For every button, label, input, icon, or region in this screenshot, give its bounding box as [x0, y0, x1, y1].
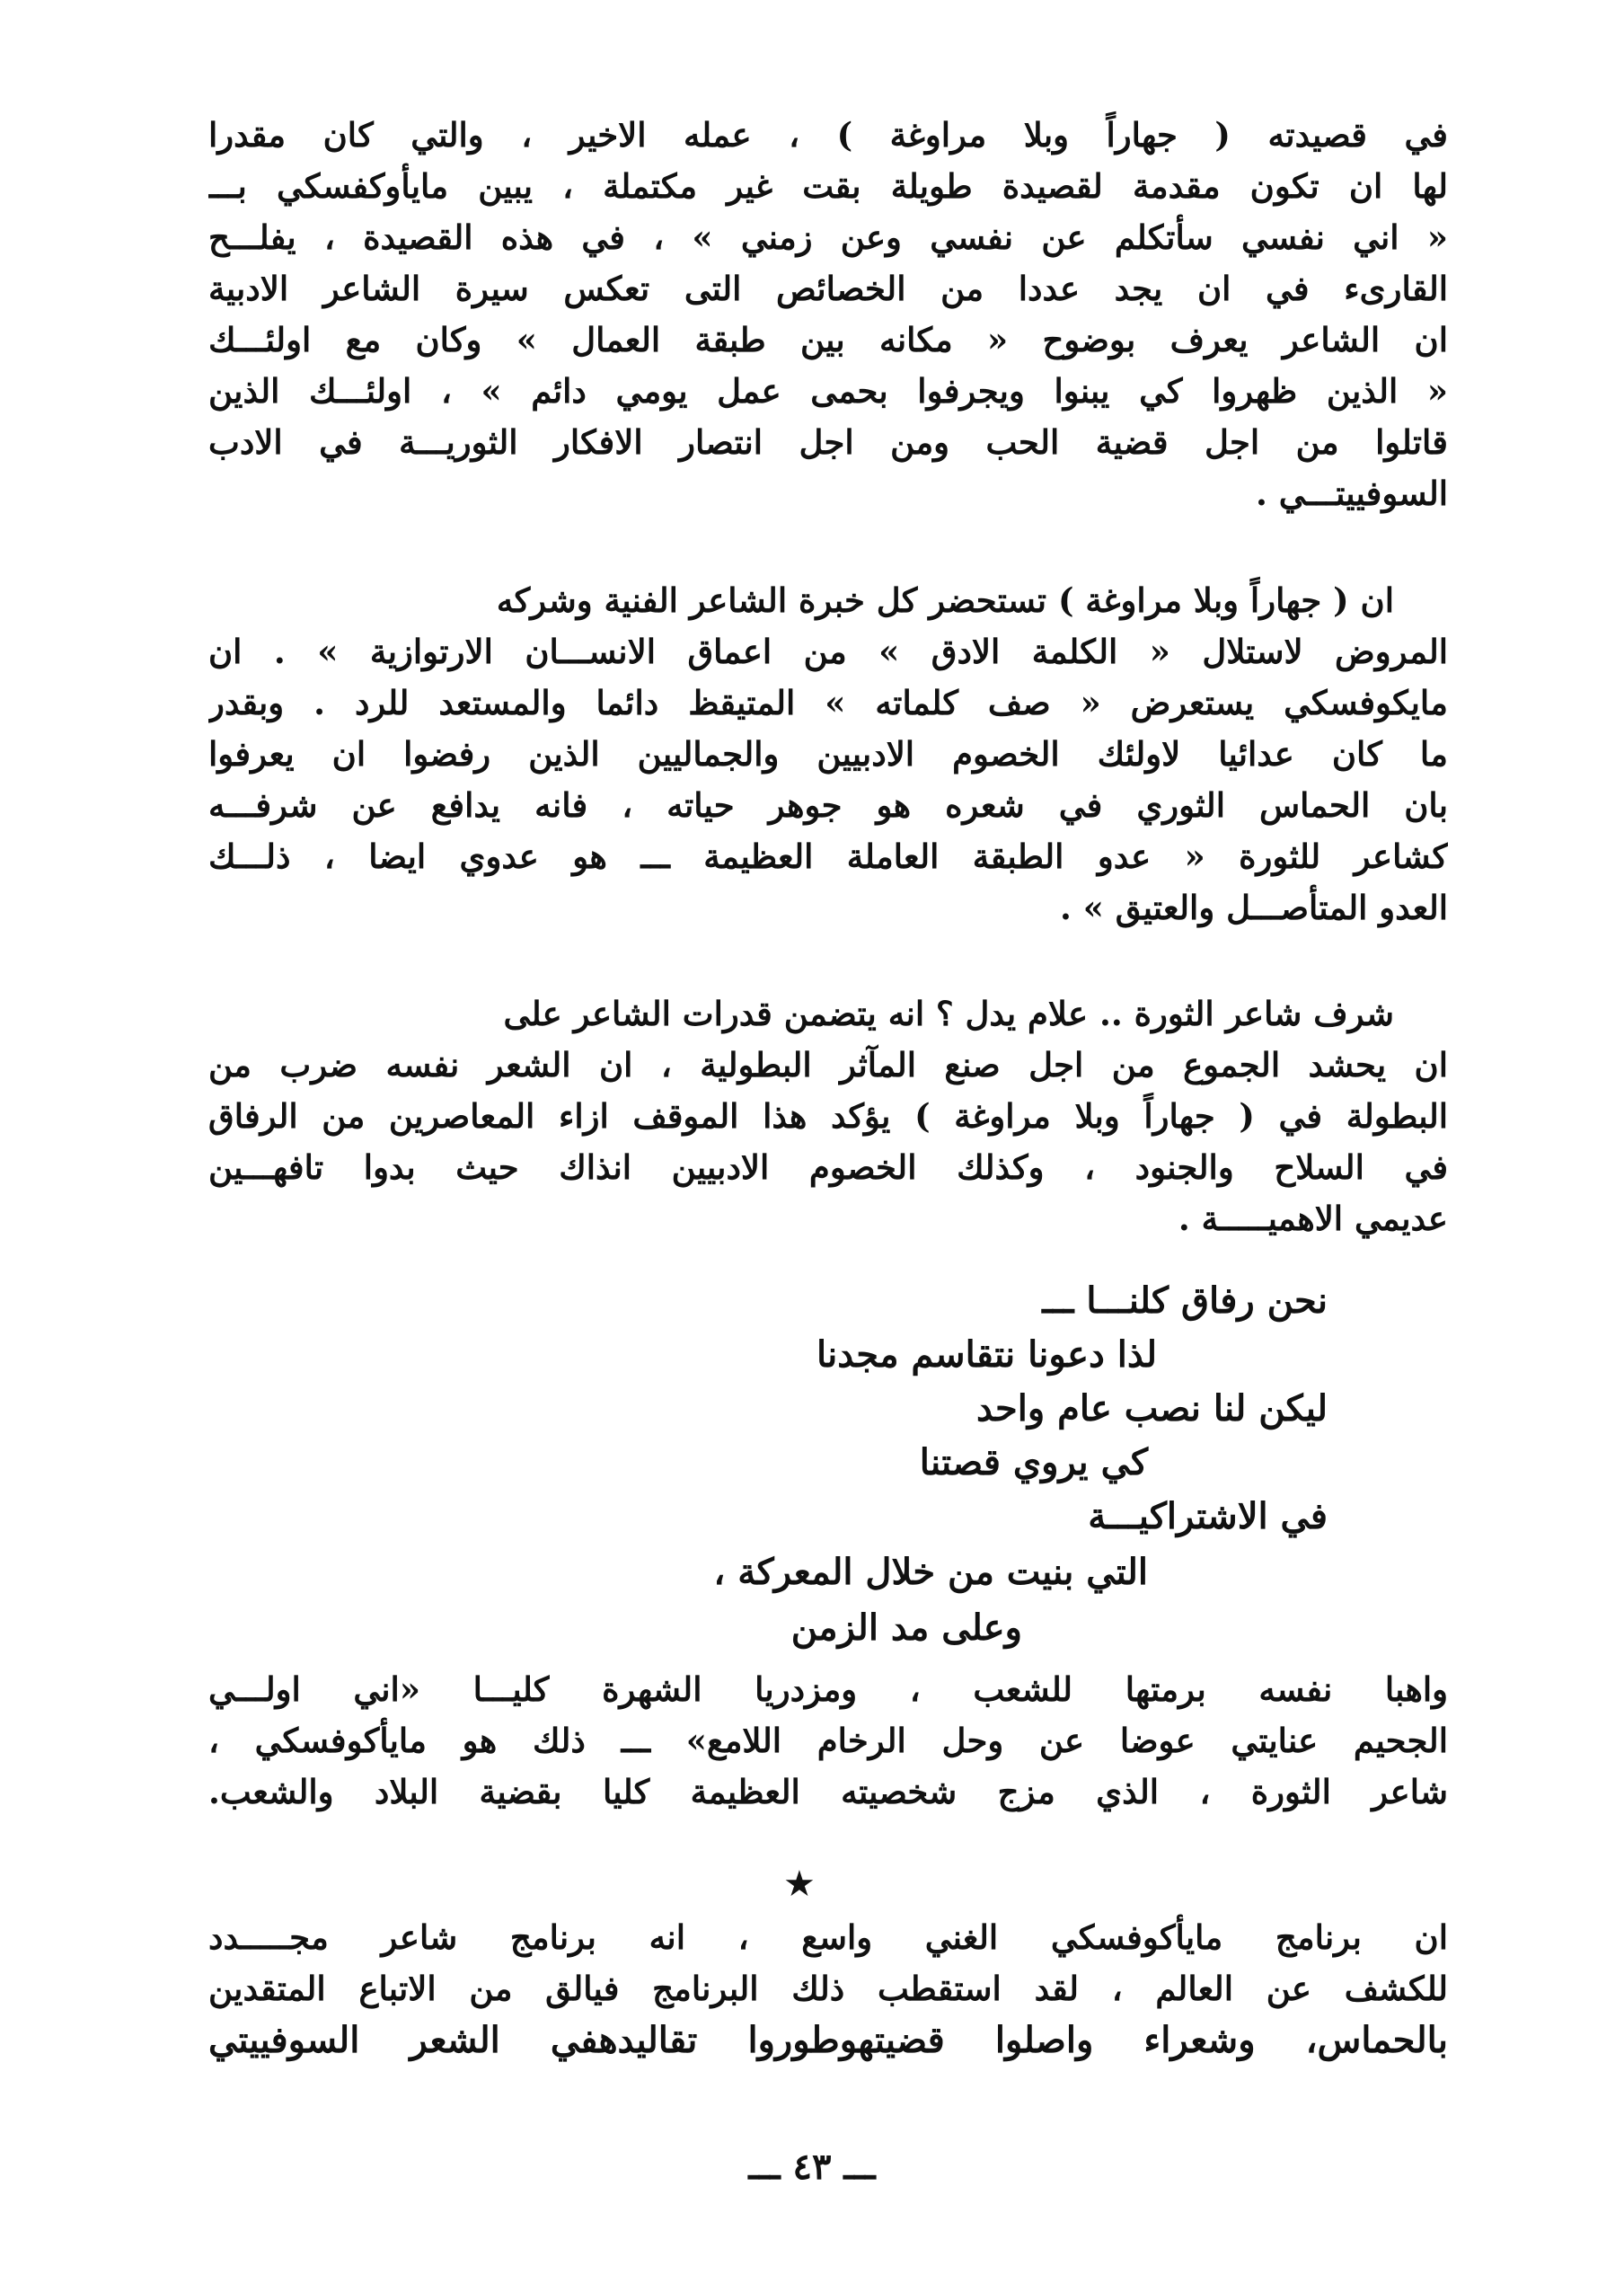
- paragraph-3: [208, 988, 1448, 1244]
- text-line: ان برنامج مايأكوفسكي الغني واسع ، انه برنامج شاعر مجـــــدد: [208, 1917, 1448, 1957]
- text-line: بالحماس، وشعراء واصلوا قضيتهوطوروا تقاليدهفي الشعر السوفييتي: [208, 2019, 1448, 2061]
- text-line: قاتلوا من اجل قضية الحب ومن اجل انتصار الافكار الثوريـــة في الادب: [208, 422, 1448, 462]
- text-line: ان الشاعر يعرف بوضوح « مكانه بين طبقة العمال » وكان مع اولئـــك: [208, 320, 1448, 359]
- text-line: لها ان تكون مقدمة لقصيدة طويلة بقت غير مكتملة ، يبين مايأوكفسكي بـــ: [208, 166, 1448, 206]
- text-line: في السلاح والجنود ، وكذلك الخصوم الادبيين انذاك حيث بدوا تافهـــين: [208, 1147, 1448, 1187]
- text-line: شرف شاعر الثورة .. علام يدل ؟ انه يتضمن قدرات الشاعر على: [503, 994, 1394, 1033]
- text-line: الجحيم عنايتي عوضا عن وحل الرخام اللامع» ـــ ذلك هو مايأكوفسكي ،: [208, 1721, 1448, 1760]
- text-line: في قصيدته ( جهاراً وبلا مراوغة ) ، عمله الاخير ، والتي كان مقدرا: [208, 115, 1448, 155]
- text-line: العدو المتأصـــل والعتيق » .: [1059, 888, 1448, 927]
- text-line: البطولة في ( جهاراً وبلا مراوغة ) يؤكد هذا الموقف ازاء المعاصرين من الرفاق: [208, 1096, 1448, 1136]
- text-line: السوفييتـــي .: [1256, 474, 1448, 513]
- text-line: « الذين ظهروا كي يبنوا ويجرفوا بحمى عمل يومي دائم » ، اولئـــك الذين: [208, 371, 1448, 411]
- text-line: « اني نفسي سأتكلم عن نفسي وعن زمني » ، في هذه القصيدة ، يفلـــح: [208, 217, 1448, 257]
- text-line: للكشف عن العالم ، لقد استقطب ذلك البرنامج فيالق من الاتباع المتقدين: [208, 1969, 1448, 2008]
- poem-line: ليكن لنا نصب عام واحد: [975, 1387, 1328, 1430]
- text-line: المروض لاستلال « الكلمة الادق » من اعماق الانســـان الارتوازية » . ان: [208, 632, 1448, 671]
- paragraph-1: [208, 110, 1448, 519]
- poem-line: نحن رفاق كلنـــا ـــ: [1042, 1279, 1328, 1322]
- star-separator-icon: ★: [783, 1863, 816, 1905]
- paragraph-2: [208, 575, 1448, 934]
- text-line: ما كان عدائيا لاولئك الخصوم الادبيين والجماليين الذين رفضوا ان يعرفوا: [208, 734, 1448, 774]
- poem-line: كي يروي قصتنا: [919, 1441, 1148, 1483]
- text-line: مايكوفسكي يستعرض « صف كلماته » المتيقظ دائما والمستعد للرد . وبقدر: [208, 683, 1448, 722]
- poem-line: وعلى مد الزمن: [790, 1607, 1022, 1649]
- text-line: عديمي الاهميـــــة .: [1178, 1199, 1448, 1238]
- poem-line: لذا دعونا نتقاسم مجدنا: [816, 1333, 1157, 1376]
- page-number: ـــ ٤٣ ـــ: [748, 2146, 876, 2188]
- text-line: كشاعر للثورة « عدو الطبقة العاملة العظيمة ـــ هو عدوي ايضا ، ذلـــك: [208, 837, 1448, 876]
- text-line: شاعر الثورة ، الذي مزج شخصيته العظيمة كليا بقضية البلاد والشعب.: [208, 1772, 1448, 1811]
- text-line: ان يحشد الجموع من اجل صنع المآثر البطولية ، ان الشعر نفسه ضرب من: [208, 1045, 1448, 1084]
- poem-line: التي بنيت من خلال المعركة ،: [713, 1551, 1148, 1593]
- text-line: ان ( جهاراً وبلا مراوغة ) تستحضر كل خبرة الشاعر الفنية وشركه: [496, 580, 1394, 620]
- text-line: بان الحماس الثوري في شعره هو جوهر حياته ، فانه يدافع عن شرفـــه: [208, 785, 1448, 825]
- poem-line: في الاشتراكيـــة: [1088, 1495, 1328, 1537]
- paragraph-4: [208, 1664, 1448, 1818]
- paragraph-5: [208, 1912, 1448, 2066]
- text-line: واهبا نفسه برمتها للشعب ، ومزدريا الشهرة كليـــا «اني اولـــي: [208, 1669, 1448, 1709]
- text-line: القارىء في ان يجد عددا من الخصائص التى تعكس سيرة الشاعر الادبية: [208, 269, 1448, 308]
